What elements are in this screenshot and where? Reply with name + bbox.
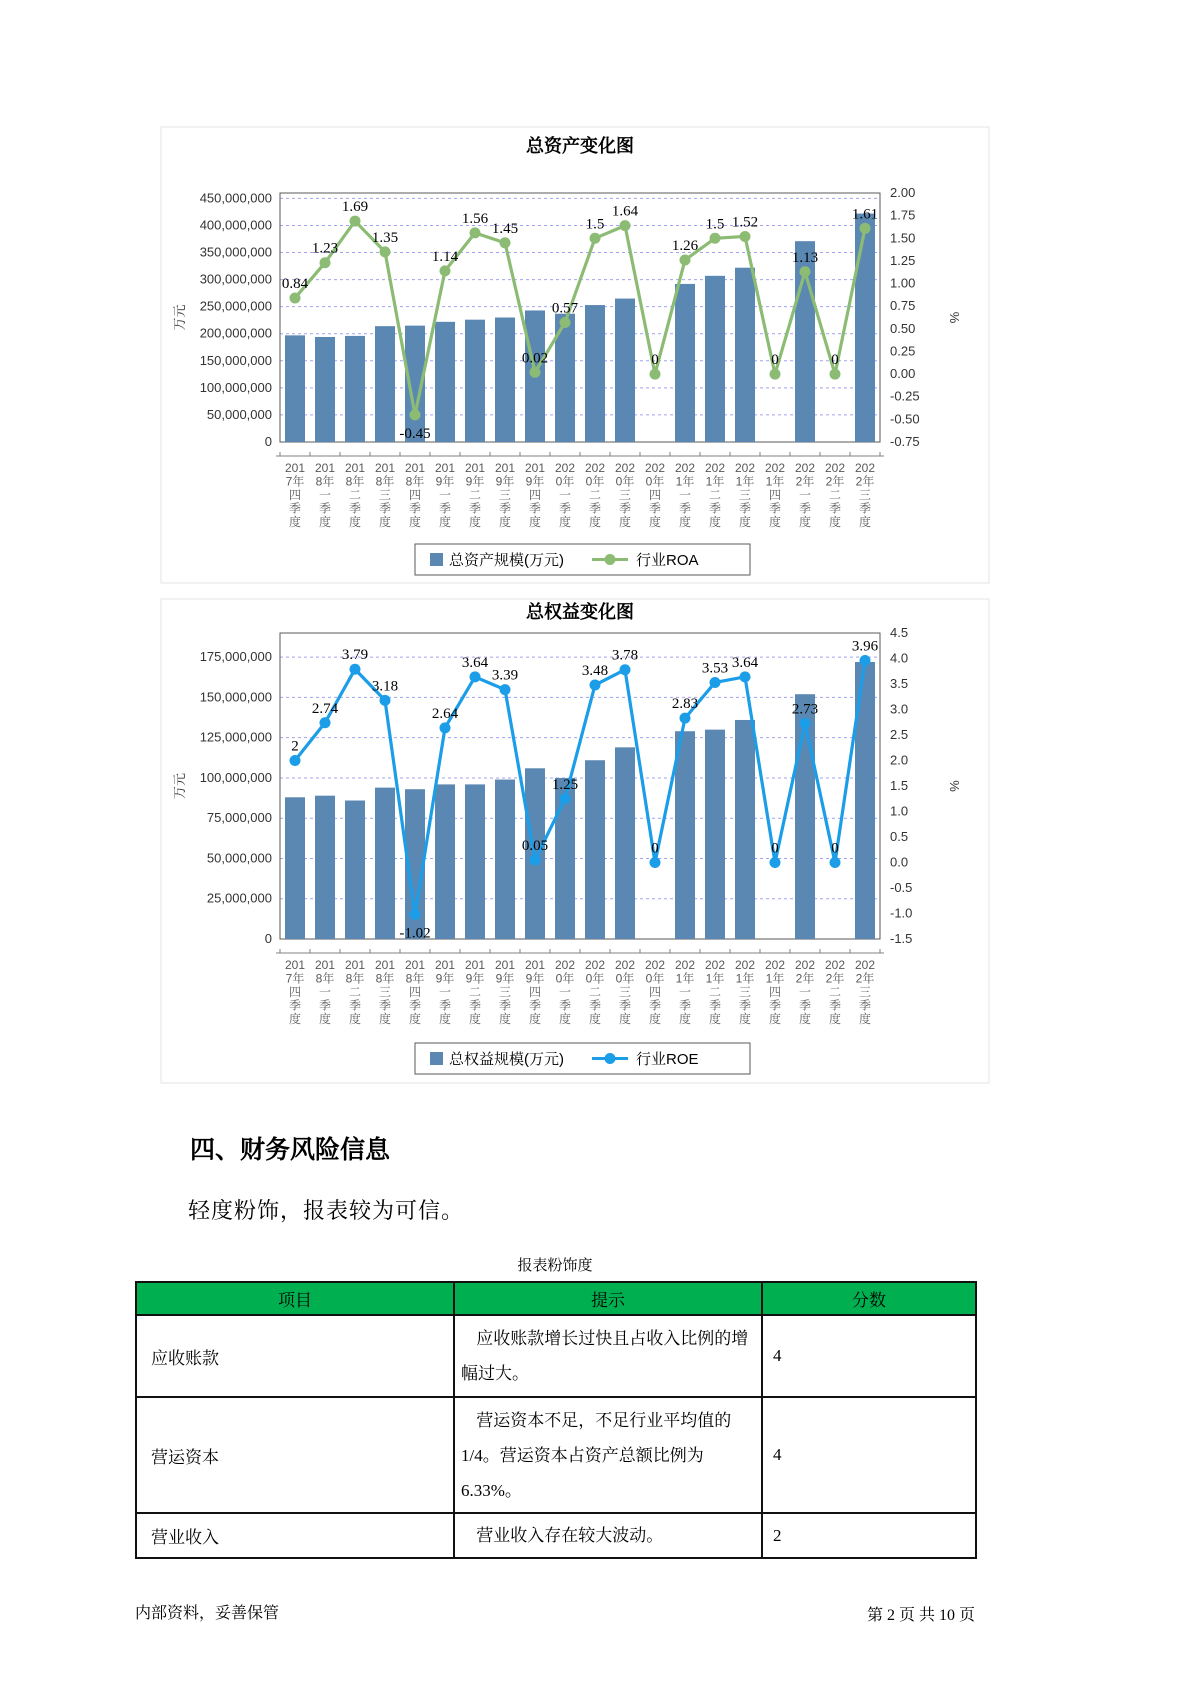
svg-text:0: 0 (831, 352, 839, 369)
legend-bar-label: 总资产规模(万元) (449, 552, 564, 569)
bar (285, 797, 305, 939)
bar (615, 299, 635, 442)
svg-text:2018年三季度: 201 8年三季度 (374, 958, 396, 1026)
svg-text:2.0: 2.0 (890, 752, 909, 768)
svg-text:1.35: 1.35 (371, 229, 399, 246)
svg-text:2020年二季度: 202 0年二季度 (584, 958, 606, 1026)
bar (615, 747, 635, 939)
svg-text:1.61: 1.61 (851, 206, 879, 223)
section-paragraph: 轻度粉饰，报表较为可信。 (188, 1198, 465, 1223)
svg-text:2022年一季度: 202 2年一季度 (794, 958, 816, 1026)
svg-text:1.69: 1.69 (341, 199, 369, 216)
bar (495, 780, 515, 939)
svg-text:450,000,000: 450,000,000 (199, 190, 272, 206)
bar (465, 320, 485, 442)
bar (315, 796, 335, 939)
bar (375, 788, 395, 939)
header-cell: 分数 (762, 1282, 976, 1315)
legend-line-label: 行业ROA (636, 552, 699, 569)
svg-text:300,000,000: 300,000,000 (199, 271, 272, 287)
svg-text:0: 0 (651, 840, 659, 857)
bar (675, 284, 695, 442)
bar (585, 760, 605, 939)
bar (585, 305, 605, 442)
bar (705, 276, 725, 442)
bar (345, 336, 365, 442)
svg-text:2019年四季度: 201 9年四季度 (524, 958, 546, 1026)
svg-text:0: 0 (651, 352, 659, 369)
svg-text:2018年二季度: 201 8年二季度 (344, 958, 366, 1026)
svg-text:1.75: 1.75 (890, 207, 916, 223)
bar (465, 784, 485, 939)
svg-text:2021年二季度: 202 1年二季度 (704, 461, 726, 529)
svg-text:1.14: 1.14 (431, 248, 459, 265)
left-axis-title: 万元 (172, 772, 187, 800)
bar (795, 694, 815, 939)
svg-text:0.57: 0.57 (551, 300, 579, 317)
svg-text:2: 2 (291, 738, 299, 755)
svg-text:2021年四季度: 202 1年四季度 (764, 958, 786, 1026)
svg-text:1.13: 1.13 (791, 249, 819, 266)
svg-text:2018年一季度: 201 8年一季度 (314, 958, 336, 1026)
svg-text:2022年二季度: 202 2年二季度 (824, 958, 846, 1026)
score-cell: 2 (762, 1513, 976, 1558)
svg-text:4.5: 4.5 (890, 625, 909, 640)
svg-text:150,000,000: 150,000,000 (199, 689, 272, 705)
svg-text:2.83: 2.83 (671, 696, 699, 713)
svg-text:3.64: 3.64 (731, 654, 759, 671)
svg-text:2.64: 2.64 (431, 705, 459, 722)
right-axis-title: % (947, 311, 962, 324)
svg-text:2.00: 2.00 (890, 185, 916, 200)
bar (345, 800, 365, 939)
svg-text:2.74: 2.74 (311, 700, 339, 717)
footer-note: 内部资料，妥善保管 (135, 1605, 280, 1622)
svg-text:2022年三季度: 202 2年三季度 (854, 461, 876, 529)
svg-text:-1.5: -1.5 (890, 931, 913, 946)
hint-cell: 营运资本不足，不足行业平均值的1/4。营运资本占资产总额比例为6.33%。 (454, 1397, 762, 1513)
svg-text:0: 0 (771, 840, 779, 857)
svg-text:400,000,000: 400,000,000 (199, 217, 272, 233)
bar (735, 720, 755, 939)
chart-legend (415, 1043, 750, 1074)
svg-text:25,000,000: 25,000,000 (206, 890, 272, 906)
svg-text:1.23: 1.23 (311, 240, 339, 257)
svg-text:-1.02: -1.02 (399, 925, 431, 942)
svg-text:0.84: 0.84 (281, 276, 309, 293)
svg-text:2020年四季度: 202 0年四季度 (644, 958, 666, 1026)
score-cell: 4 (762, 1315, 976, 1397)
svg-text:2020年一季度: 202 0年一季度 (554, 461, 576, 529)
svg-text:0: 0 (831, 840, 839, 857)
bar (435, 784, 455, 939)
right-axis-title: % (947, 780, 962, 792)
svg-text:0.00: 0.00 (890, 366, 916, 382)
svg-text:2022年一季度: 202 2年一季度 (794, 461, 816, 529)
bar (855, 214, 875, 442)
svg-text:1.5: 1.5 (890, 778, 909, 793)
svg-text:0: 0 (264, 434, 272, 449)
svg-text:75,000,000: 75,000,000 (206, 810, 272, 826)
legend-bar-label: 总权益规模(万元) (449, 1051, 564, 1068)
svg-text:0.0: 0.0 (890, 854, 909, 870)
svg-text:-1.0: -1.0 (890, 905, 913, 921)
page-number: 第 2 页 共 10 页 (866, 1607, 975, 1624)
svg-text:250,000,000: 250,000,000 (199, 298, 272, 314)
svg-text:3.79: 3.79 (341, 647, 369, 664)
svg-text:2021年一季度: 202 1年一季度 (674, 958, 696, 1026)
svg-text:2021年四季度: 202 1年四季度 (764, 461, 786, 529)
svg-text:1.5: 1.5 (585, 216, 605, 233)
total-equity-chart (160, 598, 990, 1084)
svg-text:0: 0 (264, 931, 272, 946)
svg-text:2018年三季度: 201 8年三季度 (374, 461, 396, 529)
svg-text:2.5: 2.5 (890, 727, 909, 742)
svg-text:-0.50: -0.50 (890, 411, 920, 427)
svg-text:2018年一季度: 201 8年一季度 (314, 461, 336, 529)
svg-text:50,000,000: 50,000,000 (206, 850, 272, 866)
svg-text:200,000,000: 200,000,000 (199, 325, 272, 341)
svg-text:125,000,000: 125,000,000 (199, 729, 272, 745)
svg-text:2.73: 2.73 (791, 701, 819, 718)
svg-text:3.64: 3.64 (461, 654, 489, 671)
svg-text:0.75: 0.75 (890, 298, 916, 314)
svg-text:2019年四季度: 201 9年四季度 (524, 461, 546, 529)
svg-text:175,000,000: 175,000,000 (199, 649, 272, 665)
header-cell: 项目 (136, 1282, 454, 1315)
table-row (136, 1315, 976, 1397)
svg-text:150,000,000: 150,000,000 (199, 352, 272, 368)
svg-text:3.39: 3.39 (491, 667, 519, 684)
bar (285, 335, 305, 442)
svg-text:100,000,000: 100,000,000 (199, 379, 272, 395)
svg-text:2019年二季度: 201 9年二季度 (464, 958, 486, 1026)
legend-bar-swatch (430, 553, 443, 566)
svg-text:0.50: 0.50 (890, 320, 916, 336)
svg-text:2018年四季度: 201 8年四季度 (404, 461, 426, 529)
svg-text:0.5: 0.5 (890, 829, 909, 844)
svg-text:1.25: 1.25 (551, 776, 579, 793)
svg-text:2022年二季度: 202 2年二季度 (824, 461, 846, 529)
bar (435, 322, 455, 442)
svg-text:2019年三季度: 201 9年三季度 (494, 958, 516, 1026)
bar (675, 731, 695, 939)
table-header-row (136, 1282, 976, 1315)
svg-text:350,000,000: 350,000,000 (199, 244, 272, 260)
svg-text:1.00: 1.00 (890, 275, 916, 291)
item-cell: 应收账款 (136, 1315, 454, 1397)
bar (375, 326, 395, 442)
svg-text:2017年四季度: 201 7年四季度 (284, 958, 306, 1026)
svg-text:100,000,000: 100,000,000 (199, 769, 272, 785)
svg-text:1.0: 1.0 (890, 803, 909, 819)
svg-text:2018年四季度: 201 8年四季度 (404, 958, 426, 1026)
svg-text:1.50: 1.50 (890, 230, 916, 246)
svg-text:-0.5: -0.5 (890, 880, 913, 895)
svg-text:0.02: 0.02 (521, 350, 549, 367)
left-axis-title: 万元 (172, 304, 187, 331)
svg-text:3.53: 3.53 (701, 660, 729, 677)
svg-text:2017年四季度: 201 7年四季度 (284, 461, 306, 529)
legend-bar-swatch (430, 1052, 443, 1065)
svg-text:-0.75: -0.75 (890, 434, 920, 449)
hint-cell: 营业收入存在较大波动。 (454, 1513, 762, 1558)
item-cell: 营运资本 (136, 1397, 454, 1513)
svg-text:3.0: 3.0 (890, 701, 909, 717)
table-title: 报表粉饰度 (517, 1258, 593, 1274)
chart-title: 总权益变化图 (526, 602, 634, 622)
svg-text:0.05: 0.05 (521, 837, 549, 854)
bar (315, 337, 335, 442)
svg-text:2020年四季度: 202 0年四季度 (644, 461, 666, 529)
chart-title: 总资产变化图 (526, 136, 634, 156)
section-heading: 四、财务风险信息 (190, 1136, 391, 1164)
svg-text:3.18: 3.18 (371, 678, 399, 695)
svg-text:2022年三季度: 202 2年三季度 (854, 958, 876, 1026)
svg-text:2020年二季度: 202 0年二季度 (584, 461, 606, 529)
table-row (136, 1513, 976, 1558)
svg-text:2019年一季度: 201 9年一季度 (434, 958, 456, 1026)
svg-text:2021年三季度: 202 1年三季度 (734, 958, 756, 1026)
header-cell: 提示 (454, 1282, 762, 1315)
svg-text:3.48: 3.48 (581, 663, 609, 680)
svg-text:-0.25: -0.25 (890, 388, 920, 404)
bar (495, 318, 515, 443)
bar (705, 730, 725, 939)
svg-text:0: 0 (771, 352, 779, 369)
svg-text:1.52: 1.52 (731, 214, 759, 231)
svg-text:2021年三季度: 202 1年三季度 (734, 461, 756, 529)
table-row (136, 1397, 976, 1513)
item-cell: 营业收入 (136, 1513, 454, 1558)
chart-legend (415, 544, 750, 575)
legend-line-label: 行业ROE (636, 1051, 699, 1068)
score-cell: 4 (762, 1397, 976, 1513)
svg-text:2019年三季度: 201 9年三季度 (494, 461, 516, 529)
svg-text:2021年二季度: 202 1年二季度 (704, 958, 726, 1026)
svg-text:50,000,000: 50,000,000 (206, 406, 272, 422)
svg-text:3.78: 3.78 (611, 647, 639, 664)
svg-text:1.26: 1.26 (671, 238, 699, 255)
svg-text:2019年一季度: 201 9年一季度 (434, 461, 456, 529)
svg-text:-0.45: -0.45 (399, 425, 431, 442)
svg-text:2018年二季度: 201 8年二季度 (344, 461, 366, 529)
svg-text:2020年三季度: 202 0年三季度 (614, 958, 636, 1026)
svg-text:1.56: 1.56 (461, 210, 489, 227)
svg-text:1.64: 1.64 (611, 203, 639, 220)
svg-text:1.5: 1.5 (705, 216, 725, 233)
svg-text:2020年三季度: 202 0年三季度 (614, 461, 636, 529)
svg-text:4.0: 4.0 (890, 650, 909, 666)
svg-text:2021年一季度: 202 1年一季度 (674, 461, 696, 529)
svg-text:3.96: 3.96 (851, 638, 879, 655)
svg-text:1.25: 1.25 (890, 252, 916, 268)
svg-text:2019年二季度: 201 9年二季度 (464, 461, 486, 529)
bar (735, 268, 755, 442)
svg-text:2020年一季度: 202 0年一季度 (554, 958, 576, 1026)
svg-text:1.45: 1.45 (491, 220, 519, 237)
total-assets-chart (160, 126, 990, 584)
svg-text:3.5: 3.5 (890, 676, 909, 691)
report-masking-table (135, 1281, 977, 1559)
hint-cell: 应收账款增长过快且占收入比例的增幅过大。 (454, 1315, 762, 1397)
svg-text:0.25: 0.25 (890, 343, 916, 359)
